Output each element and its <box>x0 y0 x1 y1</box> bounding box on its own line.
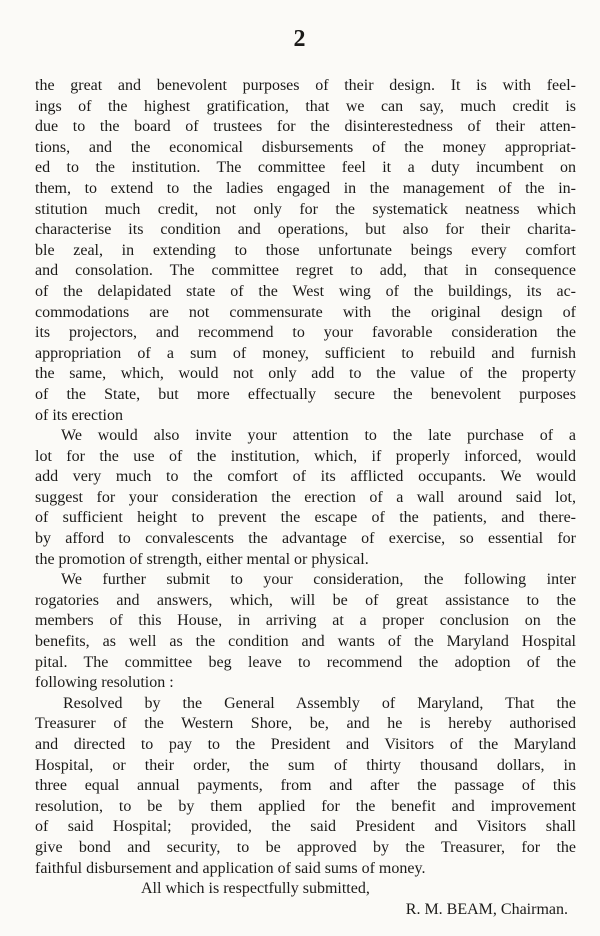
document-body <box>35 76 576 920</box>
text-line: stitution much credit, not only for the systematick neatness which <box>35 200 576 218</box>
text-line: the great and benevolent purposes of their design. It is with feel- <box>35 77 576 94</box>
text-line: faithful disbursement and application of said sums of money. <box>35 859 426 877</box>
closing-line: All which is respectfully submitted, <box>141 880 370 898</box>
text-line: the same, which, would not only add to the value of the property <box>35 365 576 383</box>
text-line: ble zeal, in extending to those unfortunate beings every comfort <box>35 241 576 259</box>
text-line: lot for the use of the institution, which, if properly inforced, would <box>35 447 576 465</box>
text-line: suggest for your consideration the erection of a wall around said lot, <box>35 488 576 506</box>
text-line: commodations are not commensurate with the original design of <box>35 303 576 321</box>
text-line: We further submit to your consideration, the following inter <box>61 571 576 589</box>
text-line: and consolation. The committee regret to add, that in consequence <box>35 262 576 280</box>
text-line: characterise its condition and operations, but also for their charita- <box>35 221 576 239</box>
text-line: the promotion of strength, either mental or physical. <box>35 550 369 568</box>
signature-line: R. M. BEAM, Chairman. <box>405 900 568 918</box>
text-line: three equal annual payments, from and after the passage of this <box>35 777 576 795</box>
text-line: resolution, to be by them applied for the benefit and improvement <box>35 797 576 815</box>
text-line: its projectors, and recommend to your favorable consideration the <box>35 324 576 342</box>
text-line: give bond and security, to be approved by the Treasurer, for the <box>35 838 576 856</box>
text-line: Hospital, or their order, the sum of thirty thousand dollars, in <box>35 756 576 774</box>
text-line: Treasurer of the Western Shore, be, and he is hereby authorised <box>35 715 576 733</box>
text-line: ings of the highest gratification, that we can say, much credit is <box>35 97 576 115</box>
text-line: them, to extend to the ladies engaged in the management of the in- <box>35 179 576 197</box>
text-line: by afford to convalescents the advantage of exercise, so essential for <box>35 530 576 548</box>
text-line: following resolution : <box>35 674 174 692</box>
text-line: of the delapidated state of the West wing of the buildings, its ac- <box>35 282 576 300</box>
text-line: benefits, as well as the condition and wants of the Maryland Hospital <box>35 633 576 651</box>
text-line: of sufficient height to prevent the escape of the patients, and there- <box>35 509 576 527</box>
page-number: 2 <box>293 26 307 52</box>
text-line: We would also invite your attention to the late purchase of a <box>61 427 576 445</box>
text-line: ed to the institution. The committee feel it a duty incumbent on <box>35 159 576 177</box>
text-line: pital. The committee beg leave to recommend the adoption of the <box>35 653 576 671</box>
text-line: of said Hospital; provided, the said President and Visitors shall <box>35 818 576 836</box>
text-line: of the State, but more effectually secure the benevolent purposes <box>35 385 576 403</box>
text-line: Resolved by the General Assembly of Maryland, That the <box>63 694 576 712</box>
text-line: and directed to pay to the President and Visitors of the Maryland <box>35 736 576 753</box>
text-line: of its erection <box>35 406 123 424</box>
text-line: rogatories and answers, which, will be of great assistance to the <box>35 591 576 609</box>
text-line: add very much to the comfort of its afflicted occupants. We would <box>35 468 576 486</box>
text-line: due to the board of trustees for the disinterestedness of their atten- <box>35 118 576 136</box>
text-line: tions, and the economical disbursements of the money appropriat- <box>35 138 576 156</box>
text-line: members of this House, in arriving at a proper conclusion on the <box>35 612 576 630</box>
text-line: appropriation of a sum of money, sufficient to rebuild and furnish <box>35 344 576 362</box>
